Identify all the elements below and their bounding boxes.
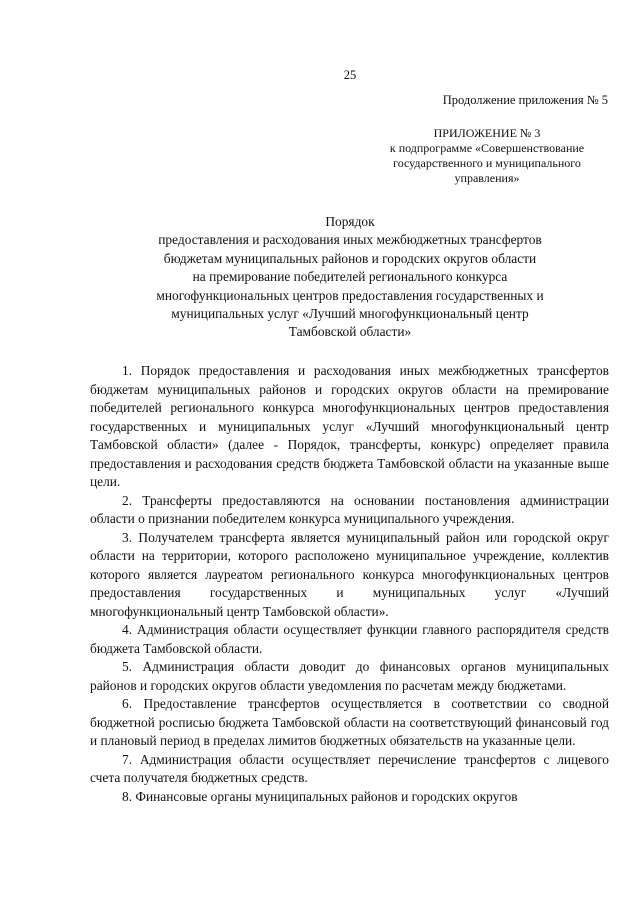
title-line: Порядок (325, 214, 375, 229)
document-title (60, 213, 640, 342)
annex-header (372, 126, 602, 186)
annex-line: государственного и муниципального (393, 156, 581, 170)
paragraph-5: 5. Администрация области доводит до финансовых органов муниципальных районов и городских округов области уведомления по расчетам между бюджетами. (90, 659, 609, 693)
paragraph-4: 4. Администрация области осуществляет функции главного распорядителя средств бюджета Тамбовской области. (90, 622, 609, 656)
title-line: многофункциональных центров предоставления государственных и (156, 287, 544, 303)
paragraph-2: 2. Трансферты предоставляются на основании постановления администрации области о признании победителем конкурса муниципального учреждения. (90, 492, 609, 526)
page-number: 25 (343, 68, 357, 82)
annex-line: управления» (454, 171, 520, 185)
paragraph-8: 8. Финансовые органы муниципальных районов и городских округов (122, 788, 518, 804)
continuation-label: Продолжение приложения № 5 (442, 93, 608, 107)
document-body (90, 362, 609, 806)
title-line: Тамбовской области» (288, 324, 412, 340)
paragraph-1: 1. Порядок предоставления и расходования иных межбюджетных трансфертов бюджетам муниципальных районов и городских округов области на премирование победителей регионального конкурса многофункциональных центров предоставления государственных и муниципальных услуг «Лучший многофункциональный центр Тамбовской области» (далее - Порядок, трансферты, конкурс) определяет правила предоставления и расходования средств бюджета Тамбовской области на указанные выше цели. (90, 363, 609, 489)
paragraph-3: 3. Получателем трансферта является муниципальный район или городской округ области на территории, которого расположено муниципальное учреждение, коллектив которого является лауреатом регионального конкурса многофункциональных центров предоставления государственных и муниципальных услуг «Лучший многофункциональный центр Тамбовской области». (90, 529, 609, 619)
title-line: бюджетам муниципальных районов и городских округов области (163, 250, 537, 266)
paragraph-7: 7. Администрация области осуществляет перечисление трансфертов с лицевого счета получателя бюджетных средств. (90, 751, 609, 785)
annex-line: к подпрограмме «Совершенствование (389, 141, 585, 155)
title-line: на премирование победителей регионального конкурса (192, 269, 508, 285)
paragraph-6: 6. Предоставление трансфертов осуществляется в соответствии со сводной бюджетной росписью бюджета Тамбовской области на соответствующий финансовый год и плановый период в пределах лимитов бюджетных обязательств на указанные цели. (90, 696, 609, 748)
title-line: муниципальных услуг «Лучший многофункциональный центр (171, 306, 529, 322)
annex-line: ПРИЛОЖЕНИЕ № 3 (433, 126, 541, 140)
title-line: предоставления и расходования иных межбюджетных трансфертов (158, 232, 542, 248)
